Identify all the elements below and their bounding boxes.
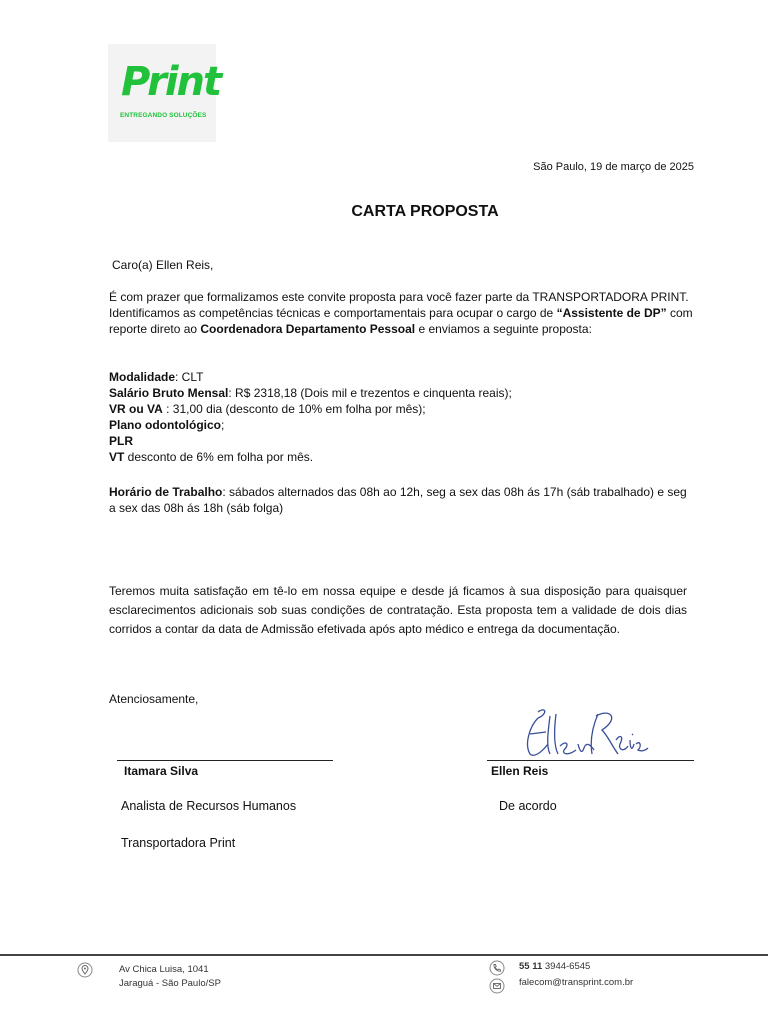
greeting: Caro(a) Ellen Reis, bbox=[112, 258, 214, 272]
term-modalidade: Modalidade: CLT bbox=[109, 370, 204, 384]
address-line-1: Av Chica Luisa, 1041 bbox=[119, 964, 209, 975]
term-plano: Plano odontológico; bbox=[109, 418, 225, 432]
role-name: “Assistente de DP” bbox=[556, 306, 667, 320]
manager-title: Coordenadora Departamento Pessoal bbox=[200, 322, 416, 336]
signer-right-note: De acordo bbox=[499, 799, 557, 813]
signer-left-name: Itamara Silva bbox=[124, 764, 199, 778]
signer-left-role: Analista de Recursos Humanos bbox=[121, 799, 297, 813]
logo-tagline: ENTREGANDO SOLUÇÕES bbox=[120, 112, 207, 119]
signature-line-right bbox=[487, 760, 694, 761]
phone-icon bbox=[489, 960, 505, 976]
company-logo: Print bbox=[121, 59, 221, 105]
letter-date: São Paulo, 19 de março de 2025 bbox=[533, 161, 694, 173]
intro-text: É com prazer que formalizamos este convite proposta para você fazer parte da TRANSPORTADORA PRINT. Identificamos as competências técnicas e comportamentais para ocupar o cargo de bbox=[109, 290, 689, 320]
handwritten-signature bbox=[520, 704, 650, 760]
letter-title: CARTA PROPOSTA bbox=[351, 203, 499, 220]
location-pin-icon bbox=[77, 962, 93, 978]
intro-paragraph bbox=[109, 289, 694, 337]
email-icon bbox=[489, 978, 505, 994]
intro-text-2: com reporte direto ao bbox=[109, 306, 693, 336]
closing-paragraph: Teremos muita satisfação em tê-lo em nossa equipe e desde já ficamos à sua disposição para quaisquer esclarecimentos adicionais sob suas condições de contratação. Esta proposta tem a validade de dois dias corridos a contar da data de Admissão efetivada após apto médico e entrega da documentação. bbox=[109, 584, 687, 636]
term-salario: Salário Bruto Mensal: R$ 2318,18 (Dois mil e trezentos e cinquenta reais); bbox=[109, 386, 512, 400]
footer-address bbox=[119, 963, 221, 991]
work-schedule: Horário de Trabalho: sábados alternados das 08h ao 12h, seg a sex das 08h ás 17h (sáb trabalhado) e seg a sex das 08h ás 18h (sáb folga) bbox=[109, 485, 687, 515]
footer-email[interactable]: falecom@transprint.com.br bbox=[519, 977, 634, 988]
signer-right-name: Ellen Reis bbox=[491, 764, 549, 778]
intro-text-3: e enviamos a seguinte proposta: bbox=[415, 322, 592, 336]
term-plr: PLR bbox=[109, 434, 133, 448]
terms-list bbox=[109, 369, 694, 465]
footer-phone: 55 11 3944-6545 bbox=[519, 961, 591, 972]
term-vt: VT desconto de 6% em folha por mês. bbox=[109, 450, 314, 464]
signer-left-company: Transportadora Print bbox=[121, 836, 236, 850]
signature-line-left bbox=[117, 760, 333, 761]
regards: Atenciosamente, bbox=[109, 692, 199, 706]
footer-divider bbox=[0, 954, 768, 956]
address-line-2: Jaraguá - São Paulo/SP bbox=[119, 978, 221, 989]
term-vr-va: VR ou VA : 31,00 dia (desconto de 10% em folha por mês); bbox=[109, 402, 426, 416]
